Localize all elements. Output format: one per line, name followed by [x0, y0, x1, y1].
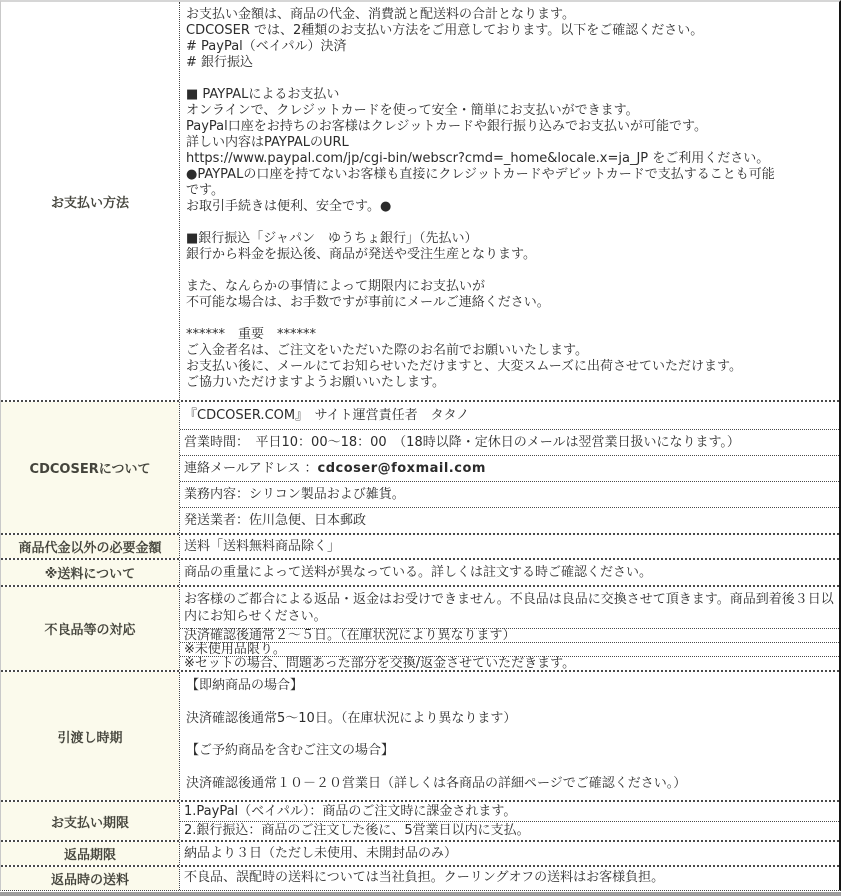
contact-email-address: cdcoser@foxmail.com	[317, 460, 486, 476]
shipper-row	[180, 507, 839, 533]
blank-line	[186, 311, 833, 327]
text-line: 決済確認後通常5～10日。（在庫状況により異なります）	[186, 710, 517, 726]
shipping-note-text: 商品の重量によって送料が異なっている。詳しくは註文する時ご確認ください。	[184, 564, 653, 580]
return-shipping-body	[179, 867, 839, 890]
defective-policy-text: お客様のご都合による返品・返金はお受けできません。不良品は良品に交換させて頂きます。商品到着後３日以内にお知らせください。	[184, 592, 834, 624]
shipping-note-row	[180, 560, 839, 585]
business-content-text: 業務内容：シリコン製品および雑貨。	[184, 486, 405, 502]
section-header-delivery-period: 引渡し時期	[1, 672, 179, 800]
set-exchange-row	[180, 656, 839, 670]
exchange-time-text: 決済確認後通常２～５日。（在庫状況により異なります）	[184, 628, 516, 643]
text-line: 銀行から料金を振込後、商品が発送や受注生産となります。	[186, 247, 536, 262]
contact-email-label: 連絡メールアドレス ：	[184, 460, 318, 476]
section-header-return-shipping: 返品時の送料	[1, 867, 179, 890]
defective-policy-row	[180, 587, 839, 628]
text-line: 不可能な場合は、お手数ですが事前にメールご連絡ください。	[186, 295, 550, 310]
text-line: お支払い後に、メールにてお知らせいただけますと、大変スムーズに出荷させていただけます。	[186, 359, 743, 374]
text-line: お取引手続きは便利、安全です。●	[186, 199, 392, 214]
section-payment-deadline	[1, 800, 839, 840]
section-delivery-period	[1, 670, 839, 800]
section-return-shipping	[1, 865, 839, 890]
extra-fees-row	[180, 536, 839, 557]
section-extra-fees	[1, 533, 839, 558]
text-line: # PayPal（ベイパル）決済	[186, 39, 347, 54]
delivery-period-body	[179, 672, 839, 800]
blank-line	[186, 215, 833, 231]
text-line: オンラインで、クレジットカードを使って安全・簡単にお支払いができます。	[186, 103, 639, 118]
business-content-row	[180, 481, 839, 507]
paypal-deadline-text: 1.PayPal（ベイパル）：商品のご注文時に課金されます。	[184, 803, 517, 819]
section-header-shipping-note: ※送料について	[1, 560, 179, 585]
extra-fees-body	[179, 535, 839, 558]
section-header-extra-fees: 商品代金以外の必要金額	[1, 535, 179, 558]
business-hours-text: 営業時間： 平日10：00～18：00 （18時以降・定休日のメールは翌営業日扱いになります。）	[184, 434, 740, 450]
important-note-marker: ****** 重要 ******	[186, 327, 317, 342]
defective-handling-body	[179, 587, 839, 670]
text-line: PayPal口座をお持ちのお客様はクレジットカードや銀行振り込みでお支払いが可能です。	[186, 119, 707, 134]
payment-method-text	[180, 2, 839, 399]
unused-only-text: ※未使用品限り。	[184, 642, 286, 657]
payment-deadline-body	[179, 802, 839, 840]
bank-deadline-row	[180, 821, 839, 840]
text-line: ■ PAYPALによるお支払い	[186, 87, 340, 102]
blank-line	[186, 694, 833, 710]
payment-method-body	[179, 2, 839, 400]
text-line: 【ご予約商品を含むご注文の場合】	[186, 743, 395, 759]
set-exchange-text: ※セットの場合、問題あった部分を交換/返金させていただきます。	[184, 656, 576, 671]
return-shipping-text: 不良品、誤配時の送料については当社負担。クーリングオフの送料はお客様負担。	[184, 870, 665, 886]
page-bottom-bar	[0, 892, 841, 896]
text-line: ■銀行振込「ジャパン ゆうちょ銀行」（先払い）	[186, 231, 478, 246]
business-hours-row	[180, 429, 839, 455]
section-header-payment-deadline: お支払い期限	[1, 802, 179, 840]
text-line: 決済確認後通常１０－２０営業日（詳しくは各商品の詳細ページでご確認ください。）	[186, 775, 687, 791]
section-defective-handling	[1, 585, 839, 670]
contact-email-row	[180, 455, 839, 481]
section-header-about-cdcoser: CDCOSERについて	[1, 402, 179, 533]
section-payment-method	[1, 2, 839, 400]
section-shipping-note	[1, 558, 839, 585]
unused-only-row	[180, 642, 839, 656]
return-shipping-row	[180, 870, 839, 887]
text-line: 詳しい内容はPAYPALのURL	[186, 135, 349, 150]
section-header-return-deadline: 返品期限	[1, 842, 179, 865]
return-deadline-row	[180, 844, 839, 864]
text-line: また、なんらかの事情によって期限内にお支払いが	[186, 279, 486, 294]
blank-line	[186, 759, 833, 775]
delivery-period-text	[180, 672, 839, 800]
return-deadline-body	[179, 842, 839, 865]
text-line: CDCOSER では、2種類のお支払い方法をご用意しております。以下をご確認ください。	[186, 23, 704, 38]
section-header-payment-method: お支払い方法	[1, 2, 179, 400]
blank-line	[186, 727, 833, 743]
about-cdcoser-body	[179, 402, 839, 533]
return-deadline-text: 納品より３日（ただし未使用、未開封品のみ）	[184, 845, 458, 861]
paypal-url-line: https://www.paypal.com/jp/cgi-bin/webscr?cmd=_home&locale.x=ja_JP をご利用ください。	[186, 151, 770, 166]
section-about-cdcoser	[1, 400, 839, 533]
blank-line	[186, 71, 833, 87]
text-line: ご入金者名は、ご注文をいただいた際のお名前でお願いいたします。	[186, 343, 588, 358]
section-return-deadline	[1, 840, 839, 865]
text-line: 【即納商品の場合】	[186, 678, 304, 693]
shipping-note-body	[179, 560, 839, 585]
text-line: ●PAYPALの口座を持てないお客様も直接にクレジットカードやデビットカードで支払することも可能	[186, 167, 775, 182]
site-operator-text: 『CDCOSER.COM』 サイト運営責任者 タタノ	[184, 407, 470, 423]
section-header-defective-handling: 不良品等の対応	[1, 587, 179, 670]
text-line: # 銀行振込	[186, 55, 254, 70]
exchange-time-row	[180, 628, 839, 642]
contact-email-text	[184, 461, 835, 477]
extra-fees-text: 送料「送料無料商品除く」	[184, 538, 341, 554]
paypal-deadline-row	[180, 802, 839, 821]
text-line: ご協力いただけますようお願いいたします。	[186, 375, 445, 390]
text-line: です。	[186, 183, 224, 198]
blank-line	[186, 263, 833, 279]
site-operator-row	[180, 402, 839, 429]
text-line: お支払い金額は、商品の代金、消費説と配送料の合計となります。	[186, 7, 575, 22]
bank-deadline-text: 2.銀行振込：商品のご注文した後に、5営業日以内に支払。	[184, 823, 530, 839]
shipper-text: 発送業者：佐川急便、日本郵政	[184, 512, 367, 528]
